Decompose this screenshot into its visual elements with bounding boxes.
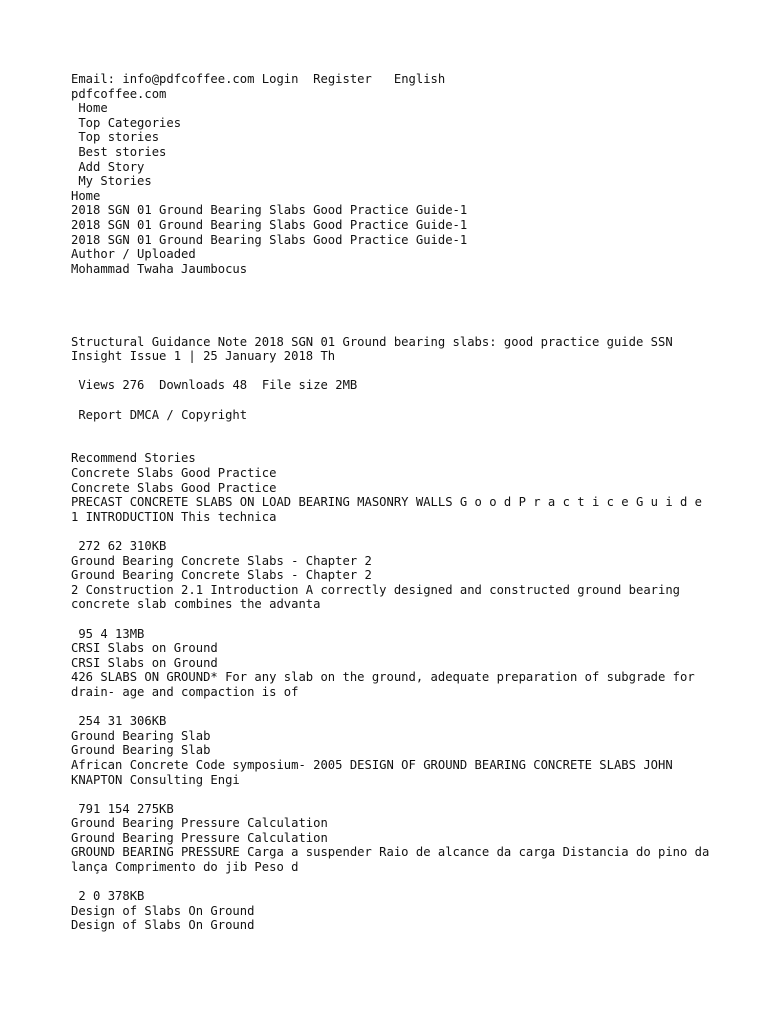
nav-top-stories[interactable]: Top stories [78,130,160,145]
document-stats [71,378,711,393]
recommend-item [71,554,711,642]
filesize-label: File size [261,378,328,393]
main-nav [71,101,711,189]
recommend-item-stats: 95 4 13MB [78,626,145,641]
downloads-label: Downloads [159,378,226,393]
document-title: 2018 SGN 01 Ground Bearing Slabs Good Practice Guide-1 [71,232,468,247]
breadcrumb-home[interactable]: Home [71,188,101,203]
recommend-item-title[interactable]: Ground Bearing Pressure Calculation [71,816,328,831]
filesize-value: 2MB [335,378,358,393]
language-selector[interactable]: English [393,72,446,86]
recommend-item-excerpt: African Concrete Code symposium- 2005 DESIGN OF GROUND BEARING CONCRETE SLABS JOHN KNAPTON Consulting Engi [71,757,681,787]
downloads-count: 48 [232,378,248,393]
recommend-item-subtitle: Ground Bearing Slab [71,743,211,758]
recommend-item-title[interactable]: Concrete Slabs Good Practice [71,466,277,481]
recommend-heading: Recommend Stories [71,451,196,466]
recommend-item-excerpt: 2 Construction 2.1 Introduction A correctly designed and constructed ground bearing concrete slab combines the advanta [71,582,688,612]
recommend-item-subtitle: Design of Slabs On Ground [71,918,255,933]
site-logo-link[interactable]: pdfcoffee.com [71,86,167,101]
nav-add-story[interactable]: Add Story [78,159,145,174]
recommend-item-title[interactable]: Design of Slabs On Ground [71,903,255,918]
recommend-item-title[interactable]: Ground Bearing Concrete Slabs - Chapter 2 [71,553,372,568]
page-content [71,72,717,933]
recommend-item-stats: 254 31 306KB [78,714,167,729]
views-label: Views [78,378,116,393]
nav-my-stories[interactable]: My Stories [78,174,152,189]
top-bar [71,72,711,87]
recommend-item-excerpt: 426 SLABS ON GROUND* For any slab on the ground, adequate preparation of subgrade for drain- age and compaction is of [71,670,703,699]
recommend-item [71,904,711,933]
recommend-item-subtitle: Ground Bearing Pressure Calculation [71,830,328,845]
login-link[interactable]: Login [261,72,299,86]
author-link[interactable]: Mohammad Twaha Jaumbocus [71,261,248,276]
recommend-item-stats: 272 62 310KB [78,539,167,554]
recommend-item-subtitle: CRSI Slabs on Ground [71,655,218,670]
breadcrumb [71,189,711,233]
recommend-item-subtitle: Concrete Slabs Good Practice [71,480,277,495]
recommend-item-stats: 791 154 275KB [78,801,174,816]
recommend-item-stats: 2 0 378KB [78,889,145,904]
recommend-item-title[interactable]: Ground Bearing Slab [71,728,211,743]
views-count: 276 [122,378,145,393]
document-description: Structural Guidance Note 2018 SGN 01 Ground bearing slabs: good practice guide SSN Insight Issue 1 | 25 January 2018 Th [71,334,681,364]
breadcrumb-current: 2018 SGN 01 Ground Bearing Slabs Good Practice Guide-1 [71,217,468,232]
recommend-item [71,641,711,729]
breadcrumb-document[interactable]: 2018 SGN 01 Ground Bearing Slabs Good Practice Guide-1 [71,203,468,218]
nav-top-categories[interactable]: Top Categories [78,115,182,130]
author-label: Author / Uploaded [71,247,196,262]
nav-home[interactable]: Home [78,101,108,116]
register-link[interactable]: Register [313,72,372,86]
recommend-item-title[interactable]: CRSI Slabs on Ground [71,641,218,656]
nav-best-stories[interactable]: Best stories [78,144,167,159]
recommend-item-subtitle: Ground Bearing Concrete Slabs - Chapter 2 [71,568,372,583]
email-contact[interactable]: Email: info@pdfcoffee.com [71,72,255,86]
recommend-item-excerpt: GROUND BEARING PRESSURE Carga a suspender Raio de alcance da carga Distancia do pino da lança Comprimento do jib Peso d [71,845,717,875]
recommend-item [71,816,717,904]
recommend-item [71,729,711,817]
recommend-item-excerpt: PRECAST CONCRETE SLABS ON LOAD BEARING MASONRY WALLS G o o d P r a c t i c e G u i d e 1 INTRODUCTION This technica [71,495,710,524]
report-dmca-link[interactable]: Report DMCA / Copyright [78,407,248,422]
recommend-item [71,466,711,554]
